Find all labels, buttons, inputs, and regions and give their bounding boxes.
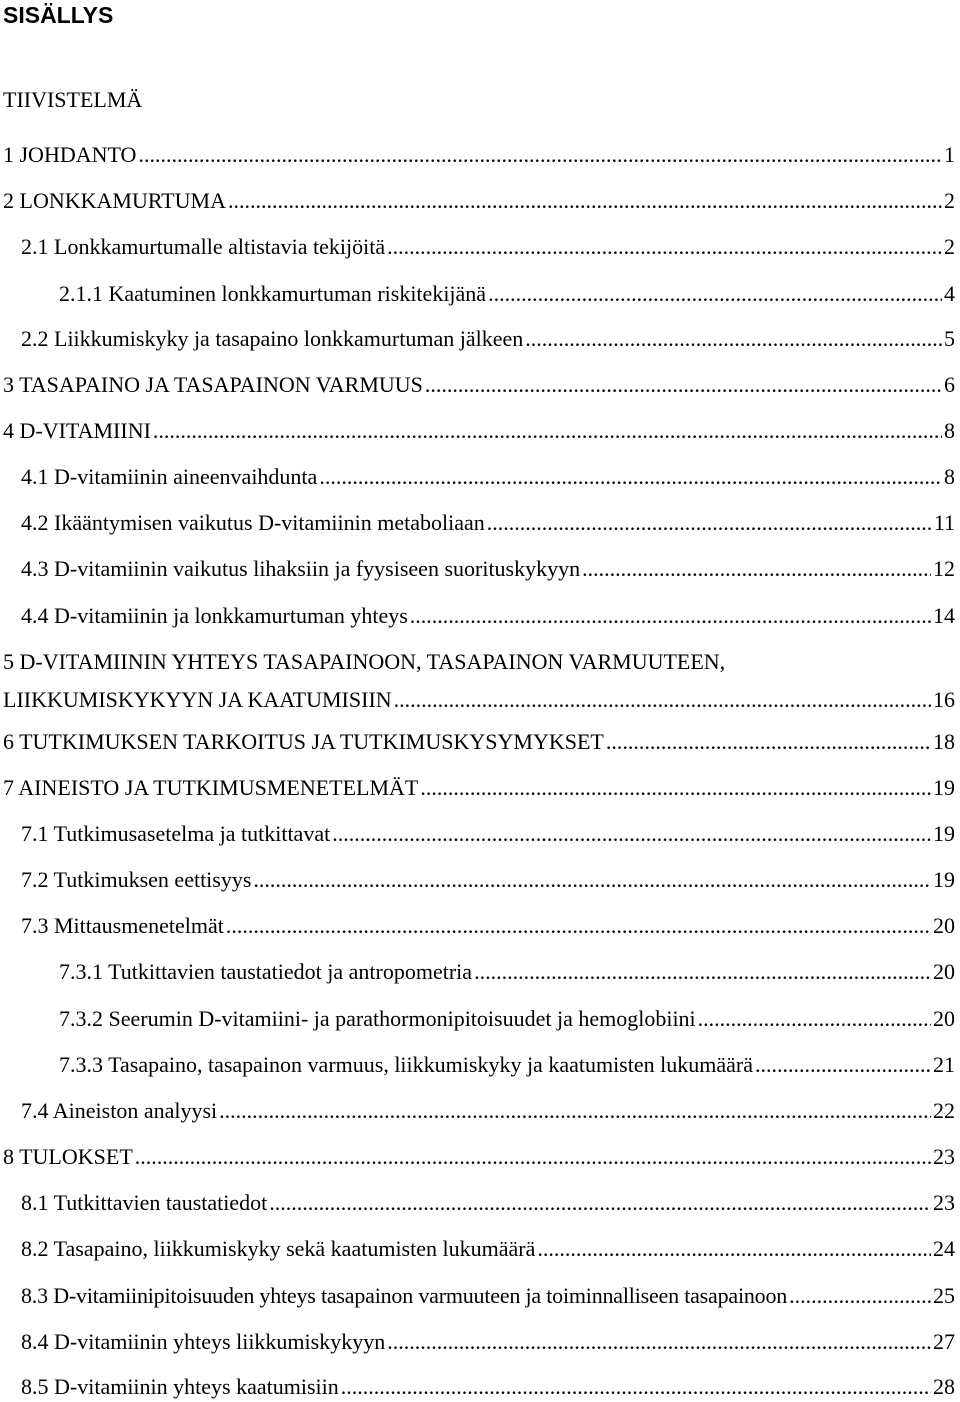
- toc-entry-page: 21: [933, 1052, 955, 1077]
- toc-entry[interactable]: [59, 1004, 955, 1034]
- toc-entry-title: 3 TASAPAINO JA TASAPAINON VARMUUS: [3, 372, 423, 397]
- toc-entry[interactable]: [21, 1188, 955, 1218]
- toc-leader: [332, 819, 931, 849]
- toc-entry[interactable]: [21, 1234, 955, 1264]
- toc-leader: [341, 1372, 931, 1402]
- toc-entry[interactable]: [21, 819, 955, 849]
- toc-entry-title: 4 D-VITAMIINI: [3, 418, 151, 443]
- toc-entry-title: 7 AINEISTO JA TUTKIMUSMENETELMÄT: [3, 775, 419, 800]
- toc-leader: [487, 508, 932, 538]
- toc-entry-title: 7.4 Aineiston analyysi: [21, 1098, 218, 1123]
- toc-entry[interactable]: [59, 1050, 955, 1080]
- toc-leader: [153, 416, 942, 446]
- toc-entry[interactable]: [3, 416, 955, 446]
- toc-entry-page: 22: [933, 1098, 955, 1123]
- toc-entry-page: 16: [933, 687, 955, 712]
- toc-entry-page: 2: [944, 188, 955, 213]
- toc-entry[interactable]: [3, 370, 955, 400]
- toc-entry-title: 7.1 Tutkimusasetelma ja tutkittavat: [21, 821, 331, 846]
- toc-entry[interactable]: [59, 957, 955, 987]
- toc-leader: [488, 279, 942, 309]
- toc-entry-title: 4.2 Ikääntymisen vaikutus D-vitamiinin metaboliaan: [21, 510, 485, 535]
- toc-leader: [226, 911, 931, 941]
- toc-entry-title: 7.3.2 Seerumin D-vitamiini- ja parathormonipitoisuudet ja hemoglobiini: [59, 1006, 696, 1031]
- toc-entry-title: 8.3 D-vitamiinipitoisuuden yhteys tasapainon varmuuteen ja toiminnalliseen tasapainoon: [21, 1283, 788, 1308]
- toc-entry[interactable]: [21, 508, 955, 538]
- toc-entry-page: 8: [944, 464, 955, 489]
- toc-leader: [606, 727, 931, 757]
- toc-leader: [319, 462, 942, 492]
- toc-entry-page: 1: [944, 142, 955, 167]
- toc-entry-title: 7.3 Mittausmenetelmät: [21, 913, 224, 938]
- toc-leader: [755, 1050, 931, 1080]
- toc-entry[interactable]: [21, 554, 955, 584]
- toc-entry-page: 20: [933, 913, 955, 938]
- toc-entry-page: 19: [933, 821, 955, 846]
- toc-entry-page: 14: [933, 603, 955, 628]
- toc-entry-title: 4.3 D-vitamiinin vaikutus lihaksiin ja fyysiseen suorituskykyyn: [21, 556, 581, 581]
- toc-entry-page: 8: [944, 418, 955, 443]
- toc-leader: [135, 1142, 931, 1172]
- toc-leader: [228, 186, 942, 216]
- toc-leader: [789, 1281, 931, 1311]
- toc-entry-page: 19: [933, 775, 955, 800]
- toc-entry-title: 2.1 Lonkkamurtumalle altistavia tekijöitä: [21, 234, 386, 259]
- toc-leader: [394, 685, 931, 715]
- toc-entry-title: 8.4 D-vitamiinin yhteys liikkumiskykyyn: [21, 1329, 386, 1354]
- toc-entry-page: 6: [944, 372, 955, 397]
- toc-entry-title: 7.3.1 Tutkittavien taustatiedot ja antropometria: [59, 959, 473, 984]
- toc-entry[interactable]: [21, 1281, 955, 1311]
- toc-entry-page: 2: [944, 234, 955, 259]
- toc-leader: [410, 601, 931, 631]
- toc-entry[interactable]: [21, 865, 955, 895]
- toc-entry-title: 1 JOHDANTO: [3, 142, 137, 167]
- toc-entry[interactable]: [21, 324, 955, 354]
- toc-entry-title: 4.4 D-vitamiinin ja lonkkamurtuman yhteys: [21, 603, 408, 628]
- toc-entry-first-line: [3, 647, 955, 677]
- toc-entry[interactable]: [21, 462, 955, 492]
- toc-entry[interactable]: [3, 1142, 955, 1172]
- toc-entry-page: 4: [944, 281, 955, 306]
- toc-entry-page: 18: [933, 729, 955, 754]
- toc-entry-title: 6 TUTKIMUKSEN TARKOITUS JA TUTKIMUSKYSYMYKSET: [3, 729, 604, 754]
- toc-entry-title: 8.1 Tutkittavien taustatiedot: [21, 1190, 268, 1215]
- abstract-heading: TIIVISTELMÄ: [3, 87, 143, 112]
- toc-entry-page: 12: [933, 556, 955, 581]
- toc-leader: [582, 554, 931, 584]
- toc-entry-page: 23: [933, 1190, 955, 1215]
- toc-leader: [387, 1327, 931, 1357]
- toc-entry-page: 11: [933, 510, 955, 535]
- toc-leader: [525, 324, 942, 354]
- toc-entry[interactable]: [59, 279, 955, 309]
- toc-entry[interactable]: [3, 727, 955, 757]
- page-title: SISÄLLYS: [3, 2, 114, 28]
- toc-entry-title: 7.3.3 Tasapaino, tasapainon varmuus, liikkumiskyky ja kaatumisten lukumäärä: [59, 1052, 753, 1077]
- toc-entry-title-continued: LIIKKUMISKYKYYN JA KAATUMISIIN: [3, 687, 392, 712]
- toc-entry-page: 24: [933, 1236, 955, 1261]
- toc-entry-page: 20: [933, 1006, 955, 1031]
- toc-entry-title: 2.2 Liikkumiskyky ja tasapaino lonkkamurtuman jälkeen: [21, 326, 524, 351]
- toc-entry-page: 5: [944, 326, 955, 351]
- toc-entry-page: 28: [933, 1374, 955, 1399]
- toc-entry-page: 19: [933, 867, 955, 892]
- toc-entry[interactable]: [3, 186, 955, 216]
- toc-entry-page: 25: [933, 1283, 955, 1308]
- toc-leader: [219, 1096, 931, 1126]
- toc-entry[interactable]: [21, 1372, 955, 1402]
- toc-leader: [269, 1188, 931, 1218]
- toc-entry[interactable]: [3, 647, 955, 715]
- toc-leader: [425, 370, 942, 400]
- toc-entry-page: 27: [933, 1329, 955, 1354]
- toc-entry-page: 20: [933, 959, 955, 984]
- toc-entry[interactable]: [21, 232, 955, 262]
- toc-entry[interactable]: [21, 1096, 955, 1126]
- toc-entry-title: 8.5 D-vitamiinin yhteys kaatumisiin: [21, 1374, 339, 1399]
- toc-entry-title: 5 D-VITAMIININ YHTEYS TASAPAINOON, TASAPAINON VARMUUTEEN,: [3, 649, 726, 674]
- toc-entry-title: 7.2 Tutkimuksen eettisyys: [21, 867, 252, 892]
- toc-entry[interactable]: [21, 1327, 955, 1357]
- toc-entry-title: 2.1.1 Kaatuminen lonkkamurtuman riskitekijänä: [59, 281, 487, 306]
- toc-entry[interactable]: [21, 601, 955, 631]
- toc-leader: [253, 865, 931, 895]
- toc-leader: [698, 1004, 931, 1034]
- toc-leader: [420, 773, 931, 803]
- toc-leader: [474, 957, 931, 987]
- toc-leader: [387, 232, 942, 262]
- toc-entry-title: 2 LONKKAMURTUMA: [3, 188, 226, 213]
- toc-entry-title: 8.2 Tasapaino, liikkumiskyky sekä kaatumisten lukumäärä: [21, 1236, 536, 1261]
- toc-leader: [537, 1234, 931, 1264]
- toc-entry-title: 8 TULOKSET: [3, 1144, 133, 1169]
- toc-entry-second-line: [3, 685, 955, 715]
- toc-entry[interactable]: [3, 773, 955, 803]
- toc-entry[interactable]: [3, 140, 955, 170]
- toc-leader: [138, 140, 942, 170]
- toc-entry-page: 23: [933, 1144, 955, 1169]
- toc-entry[interactable]: [21, 911, 955, 941]
- toc-entry-title: 4.1 D-vitamiinin aineenvaihdunta: [21, 464, 318, 489]
